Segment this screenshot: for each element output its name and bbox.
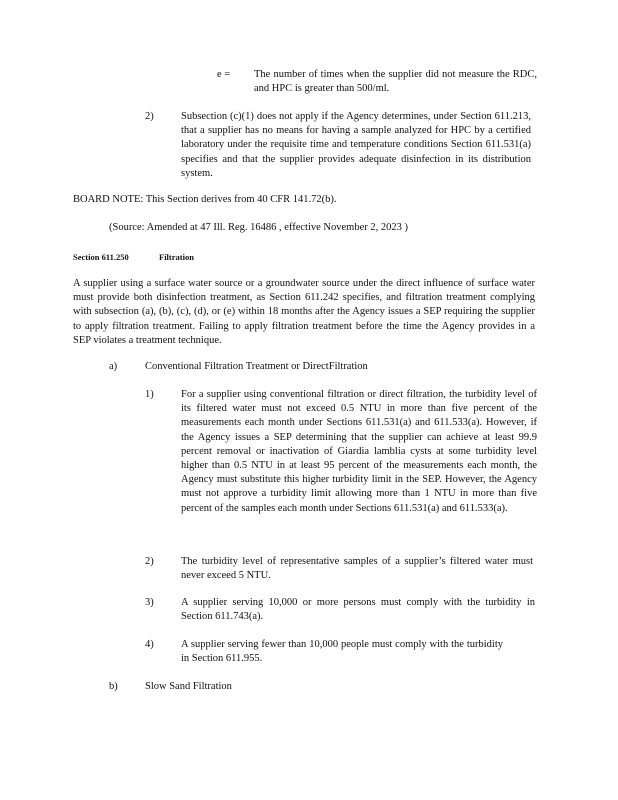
subsection-b-title: Slow Sand Filtration — [145, 681, 232, 692]
section-title: Filtration — [159, 252, 194, 262]
item-a4-label: 4) — [145, 639, 154, 650]
item-c2-label: 2) — [145, 111, 154, 122]
intro-paragraph: A supplier using a surface water source or a groundwater source under the direct influence of surface water must provide both disinfection treatment, as Section 611.242 specifies, and filtration treatment complying with subsection (a), (b), (c), (d), or (e) within 18 months after the Agency issues a SEP requiring the supplier to apply filtration treatment. Failing to apply filtration treatment before the time the Agency provides in a SEP violates a treatment technique. — [73, 278, 535, 346]
item-c2-text: Subsection (c)(1) does not apply if the Agency determines, under Section 611.213, that a supplier has no means for having a sample analyzed for HPC by a certified laboratory under the requisite time and temperature conditions Section 611.531(a) specifies and that the supplier provides adequate disinfection in its distribution system. — [181, 111, 531, 179]
subsection-b-label: b) — [109, 681, 118, 692]
item-a1-label: 1) — [145, 389, 154, 400]
subsection-a-label: a) — [109, 361, 118, 372]
item-a2-text: The turbidity level of representative samples of a supplier’s filtered water must never exceed 5 NTU. — [181, 556, 533, 582]
item-a3-text: A supplier serving 10,000 or more persons must comply with the turbidity in Section 611.743(a). — [181, 597, 535, 623]
source-note: (Source: Amended at 47 Ill. Reg. 16486 , effective November 2, 2023 ) — [109, 222, 408, 233]
item-a4-text: A supplier serving fewer than 10,000 people must comply with the turbidity in Section 611.955. — [181, 639, 503, 665]
board-note: BOARD NOTE: This Section derives from 40 CFR 141.72(b). — [73, 194, 337, 205]
item-a2-label: 2) — [145, 556, 154, 567]
item-a3-label: 3) — [145, 597, 154, 608]
subsection-a-title: Conventional Filtration Treatment or DirectFiltration — [145, 361, 368, 372]
item-e-text: The number of times when the supplier did not measure the RDC, and HPC is greater than 500/ml. — [254, 69, 537, 95]
section-number: Section 611.250 — [73, 252, 129, 262]
item-a1-text: For a supplier using conventional filtration or direct filtration, the turbidity level of its filtered water must not exceed 0.5 NTU in more than five percent of the measurements each month under Sections 611.531(a) and 611.533(a). However, if the Agency issues a SEP determining that the supplier can achieve at least 99.9 percent removal or inactivation of Giardia lamblia cysts at some turbidity level higher than 0.5 NTU in at least 95 percent of the measurements each month, the Agency must substitute this higher turbidity limit in the SEP. However, the Agency must not approve a turbidity limit allowing more than 1 NTU in more than five percent of the samples each month under Sections 611.531(a) and 611.533(a). — [181, 389, 537, 514]
item-e-label: e = — [217, 69, 231, 80]
